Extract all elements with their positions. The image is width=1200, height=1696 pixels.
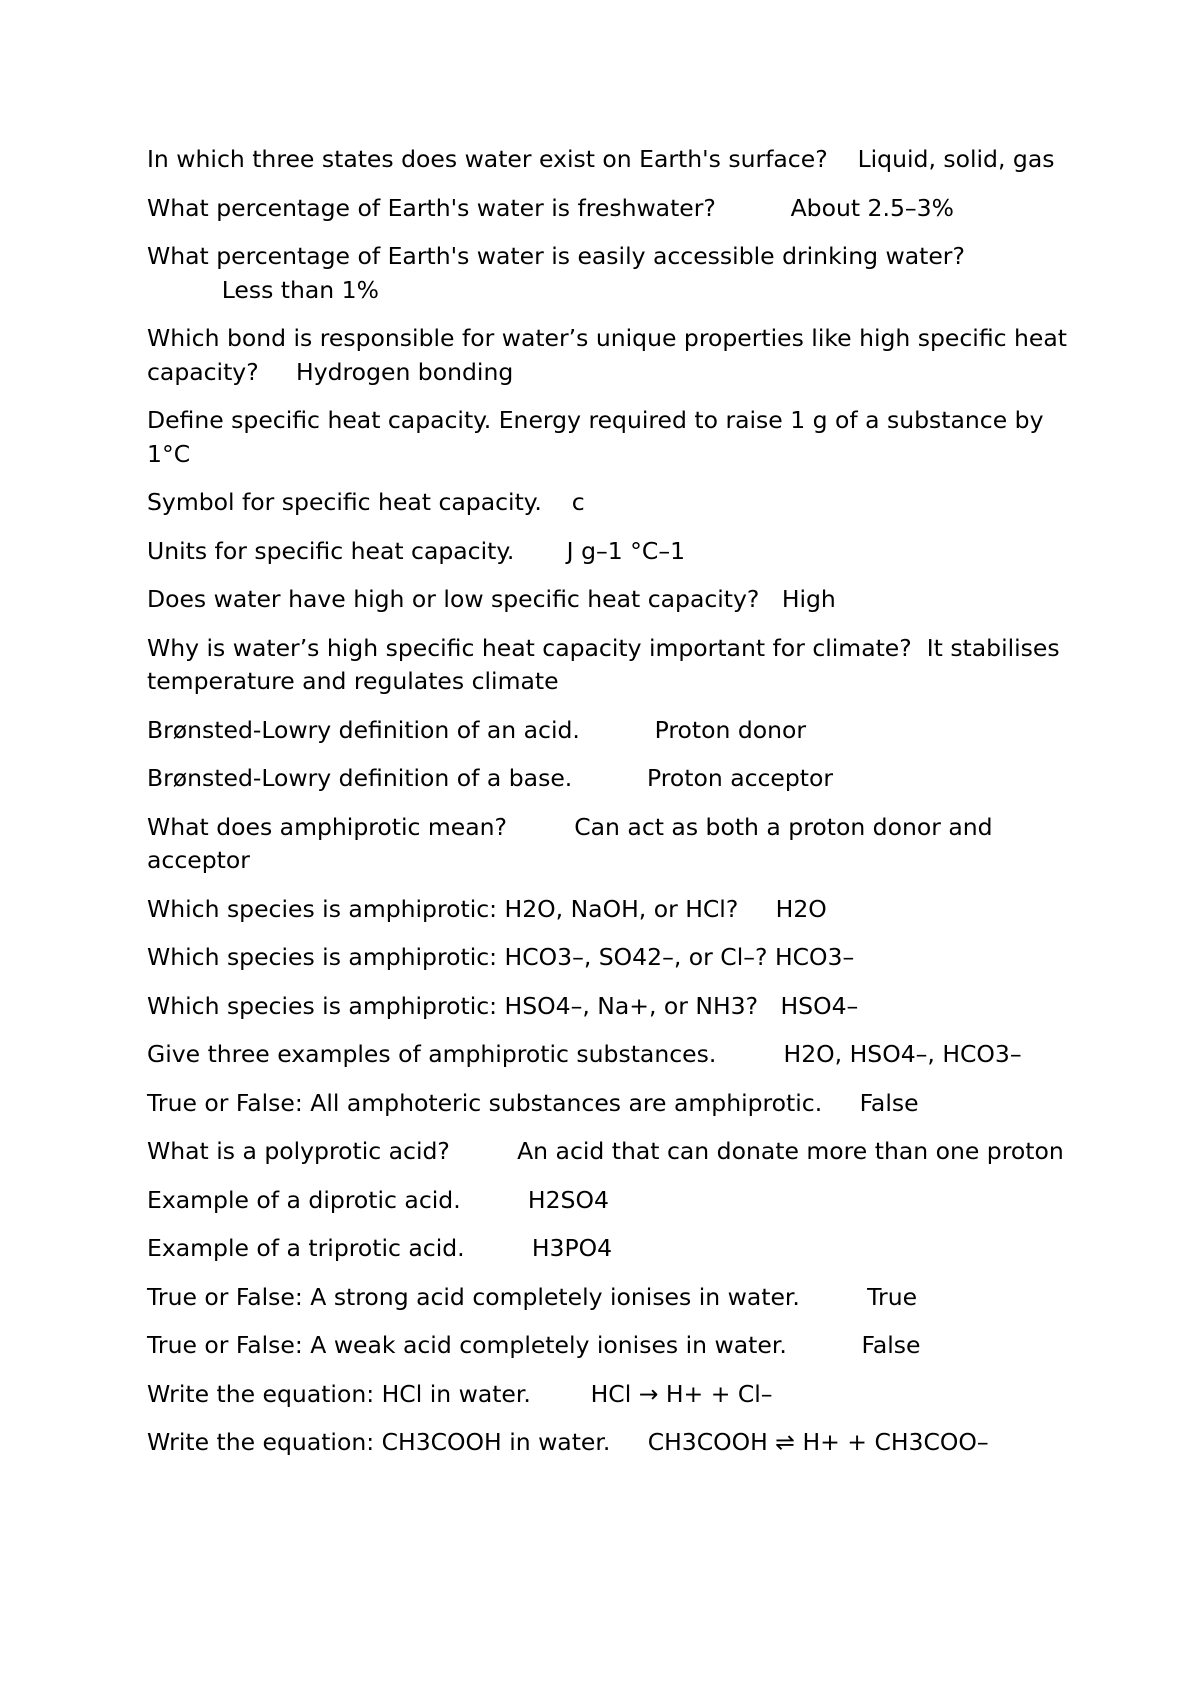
answer-text: False <box>861 1331 921 1359</box>
answer-text: HCO3– <box>774 943 855 971</box>
question-answer-separator <box>767 943 774 971</box>
question-text: Which bond is responsible for water’s unique properties like high specific heat capacity? <box>147 324 1075 386</box>
question-answer-separator <box>491 406 498 434</box>
answer-text: Hydrogen bonding <box>296 357 514 386</box>
question-answer-separator <box>465 1234 532 1262</box>
answer-text: c <box>571 488 585 516</box>
flashcard-item <box>147 143 1067 177</box>
answer-text: HCl → H+ + Cl– <box>590 1379 773 1408</box>
answer-text: It stabilises temperature and regulates climate <box>147 633 1068 695</box>
question-text: True or False: All amphoteric substances are amphiprotic. <box>147 1088 823 1117</box>
question-answer-separator <box>610 1428 647 1456</box>
question-answer-separator <box>259 358 296 386</box>
flashcard-item <box>147 941 1067 975</box>
answer-text: Can act as both a proton donor and acceptor <box>147 812 1001 874</box>
question-answer-separator <box>912 634 927 662</box>
question-answer-separator <box>800 1283 867 1311</box>
question-answer-separator <box>822 1089 859 1117</box>
flashcard-item <box>147 1087 1067 1121</box>
question-text: Why is water’s high specific heat capacity important for climate? <box>147 633 912 662</box>
flashcard-item <box>147 893 1067 927</box>
answer-text: CH3COOH ⇌ H+ + CH3COO– <box>647 1428 989 1456</box>
answer-text: An acid that can donate more than one proton <box>517 1137 1064 1165</box>
answer-text: HSO4– <box>780 991 859 1020</box>
flashcard-item <box>147 1038 1067 1072</box>
question-answer-separator <box>507 813 574 841</box>
answer-text: False <box>859 1088 919 1117</box>
question-text: True or False: A weak acid completely ionises in water. <box>147 1331 787 1359</box>
question-answer-separator <box>758 992 780 1020</box>
flashcard-item <box>147 990 1067 1024</box>
flashcard-item <box>147 583 1067 617</box>
flashcard-item <box>147 1184 1067 1218</box>
flashcard-list <box>147 143 1075 1460</box>
flashcard-item <box>147 1135 1067 1169</box>
answer-text: H2O <box>775 894 827 923</box>
question-text: Define specific heat capacity. <box>147 406 492 434</box>
flashcard-item <box>147 1329 1067 1363</box>
question-answer-separator <box>514 537 566 565</box>
question-text: True or False: A strong acid completely ionises in water. <box>147 1282 800 1311</box>
question-text: In which three states does water exist on Earth's surface? <box>147 145 828 173</box>
question-text: Write the equation: HCl in water. <box>147 1379 531 1408</box>
flashcard-item <box>147 1426 1067 1460</box>
flashcard-item <box>147 240 1067 307</box>
answer-text: Energy required to raise 1 g of a substance by 1°C <box>147 406 1051 468</box>
question-text: Does water have high or low specific heat capacity? <box>147 585 760 613</box>
question-answer-separator <box>738 895 775 923</box>
flashcard-item <box>147 632 1067 699</box>
answer-text: True <box>867 1282 918 1311</box>
question-answer-separator <box>542 488 572 516</box>
answer-text: H2SO4 <box>527 1185 609 1214</box>
question-answer-separator <box>716 1040 783 1068</box>
flashcard-item <box>147 714 1067 748</box>
question-answer-separator <box>147 276 222 304</box>
answer-text: H2O, HSO4–, HCO3– <box>783 1040 1022 1068</box>
question-text: Which species is amphiprotic: HCO3–, SO42–, or Cl–? <box>147 943 768 971</box>
flashcard-item <box>147 811 1067 878</box>
answer-text: H3PO4 <box>531 1234 613 1262</box>
flashcard-item <box>147 762 1067 796</box>
flashcard-item <box>147 486 1067 520</box>
question-text: What does amphiprotic mean? <box>147 812 508 841</box>
flashcard-item <box>147 1378 1067 1412</box>
flashcard-item <box>147 535 1067 569</box>
question-answer-separator <box>531 1380 591 1408</box>
question-answer-separator <box>787 1331 862 1359</box>
question-text: What percentage of Earth's water is freshwater? <box>147 193 716 222</box>
answer-text: About 2.5–3% <box>790 193 954 222</box>
question-text: What percentage of Earth's water is easily accessible drinking water? <box>147 242 965 270</box>
question-answer-separator <box>580 716 655 744</box>
question-answer-separator <box>461 1186 528 1214</box>
answer-text: Less than 1% <box>221 275 379 304</box>
question-answer-separator <box>450 1137 517 1165</box>
question-text: Write the equation: CH3COOH in water. <box>147 1428 611 1456</box>
question-answer-separator <box>716 194 791 222</box>
flashcard-item <box>147 1281 1067 1315</box>
question-answer-separator <box>828 145 858 173</box>
question-text: Example of a diprotic acid. <box>147 1185 461 1214</box>
question-text: What is a polyprotic acid? <box>147 1137 450 1165</box>
question-text: Units for specific heat capacity. <box>147 536 515 565</box>
flashcard-item <box>147 1232 1067 1266</box>
flashcard-item <box>147 192 1067 226</box>
question-answer-separator <box>572 764 647 792</box>
question-text: Which species is amphiprotic: HSO4–, Na+, or NH3? <box>147 991 759 1020</box>
question-text: Give three examples of amphiprotic substances. <box>147 1040 717 1068</box>
answer-text: Proton donor <box>654 715 807 744</box>
question-text: Symbol for specific heat capacity. <box>147 488 542 516</box>
question-text: Brønsted-Lowry definition of a base. <box>147 764 573 792</box>
question-text: Brønsted-Lowry definition of an acid. <box>147 715 580 744</box>
answer-text: Proton acceptor <box>646 764 834 792</box>
answer-text: Liquid, solid, gas <box>857 145 1055 173</box>
document-page <box>147 143 1075 1475</box>
question-text: Example of a triprotic acid. <box>147 1234 465 1262</box>
flashcard-item <box>147 404 1067 471</box>
question-text: Which species is amphiprotic: H2O, NaOH, or HCl? <box>147 894 739 923</box>
answer-text: High <box>781 585 836 613</box>
question-answer-separator <box>759 585 781 613</box>
flashcard-item <box>147 322 1075 389</box>
answer-text: J g–1 °C–1 <box>566 536 686 565</box>
